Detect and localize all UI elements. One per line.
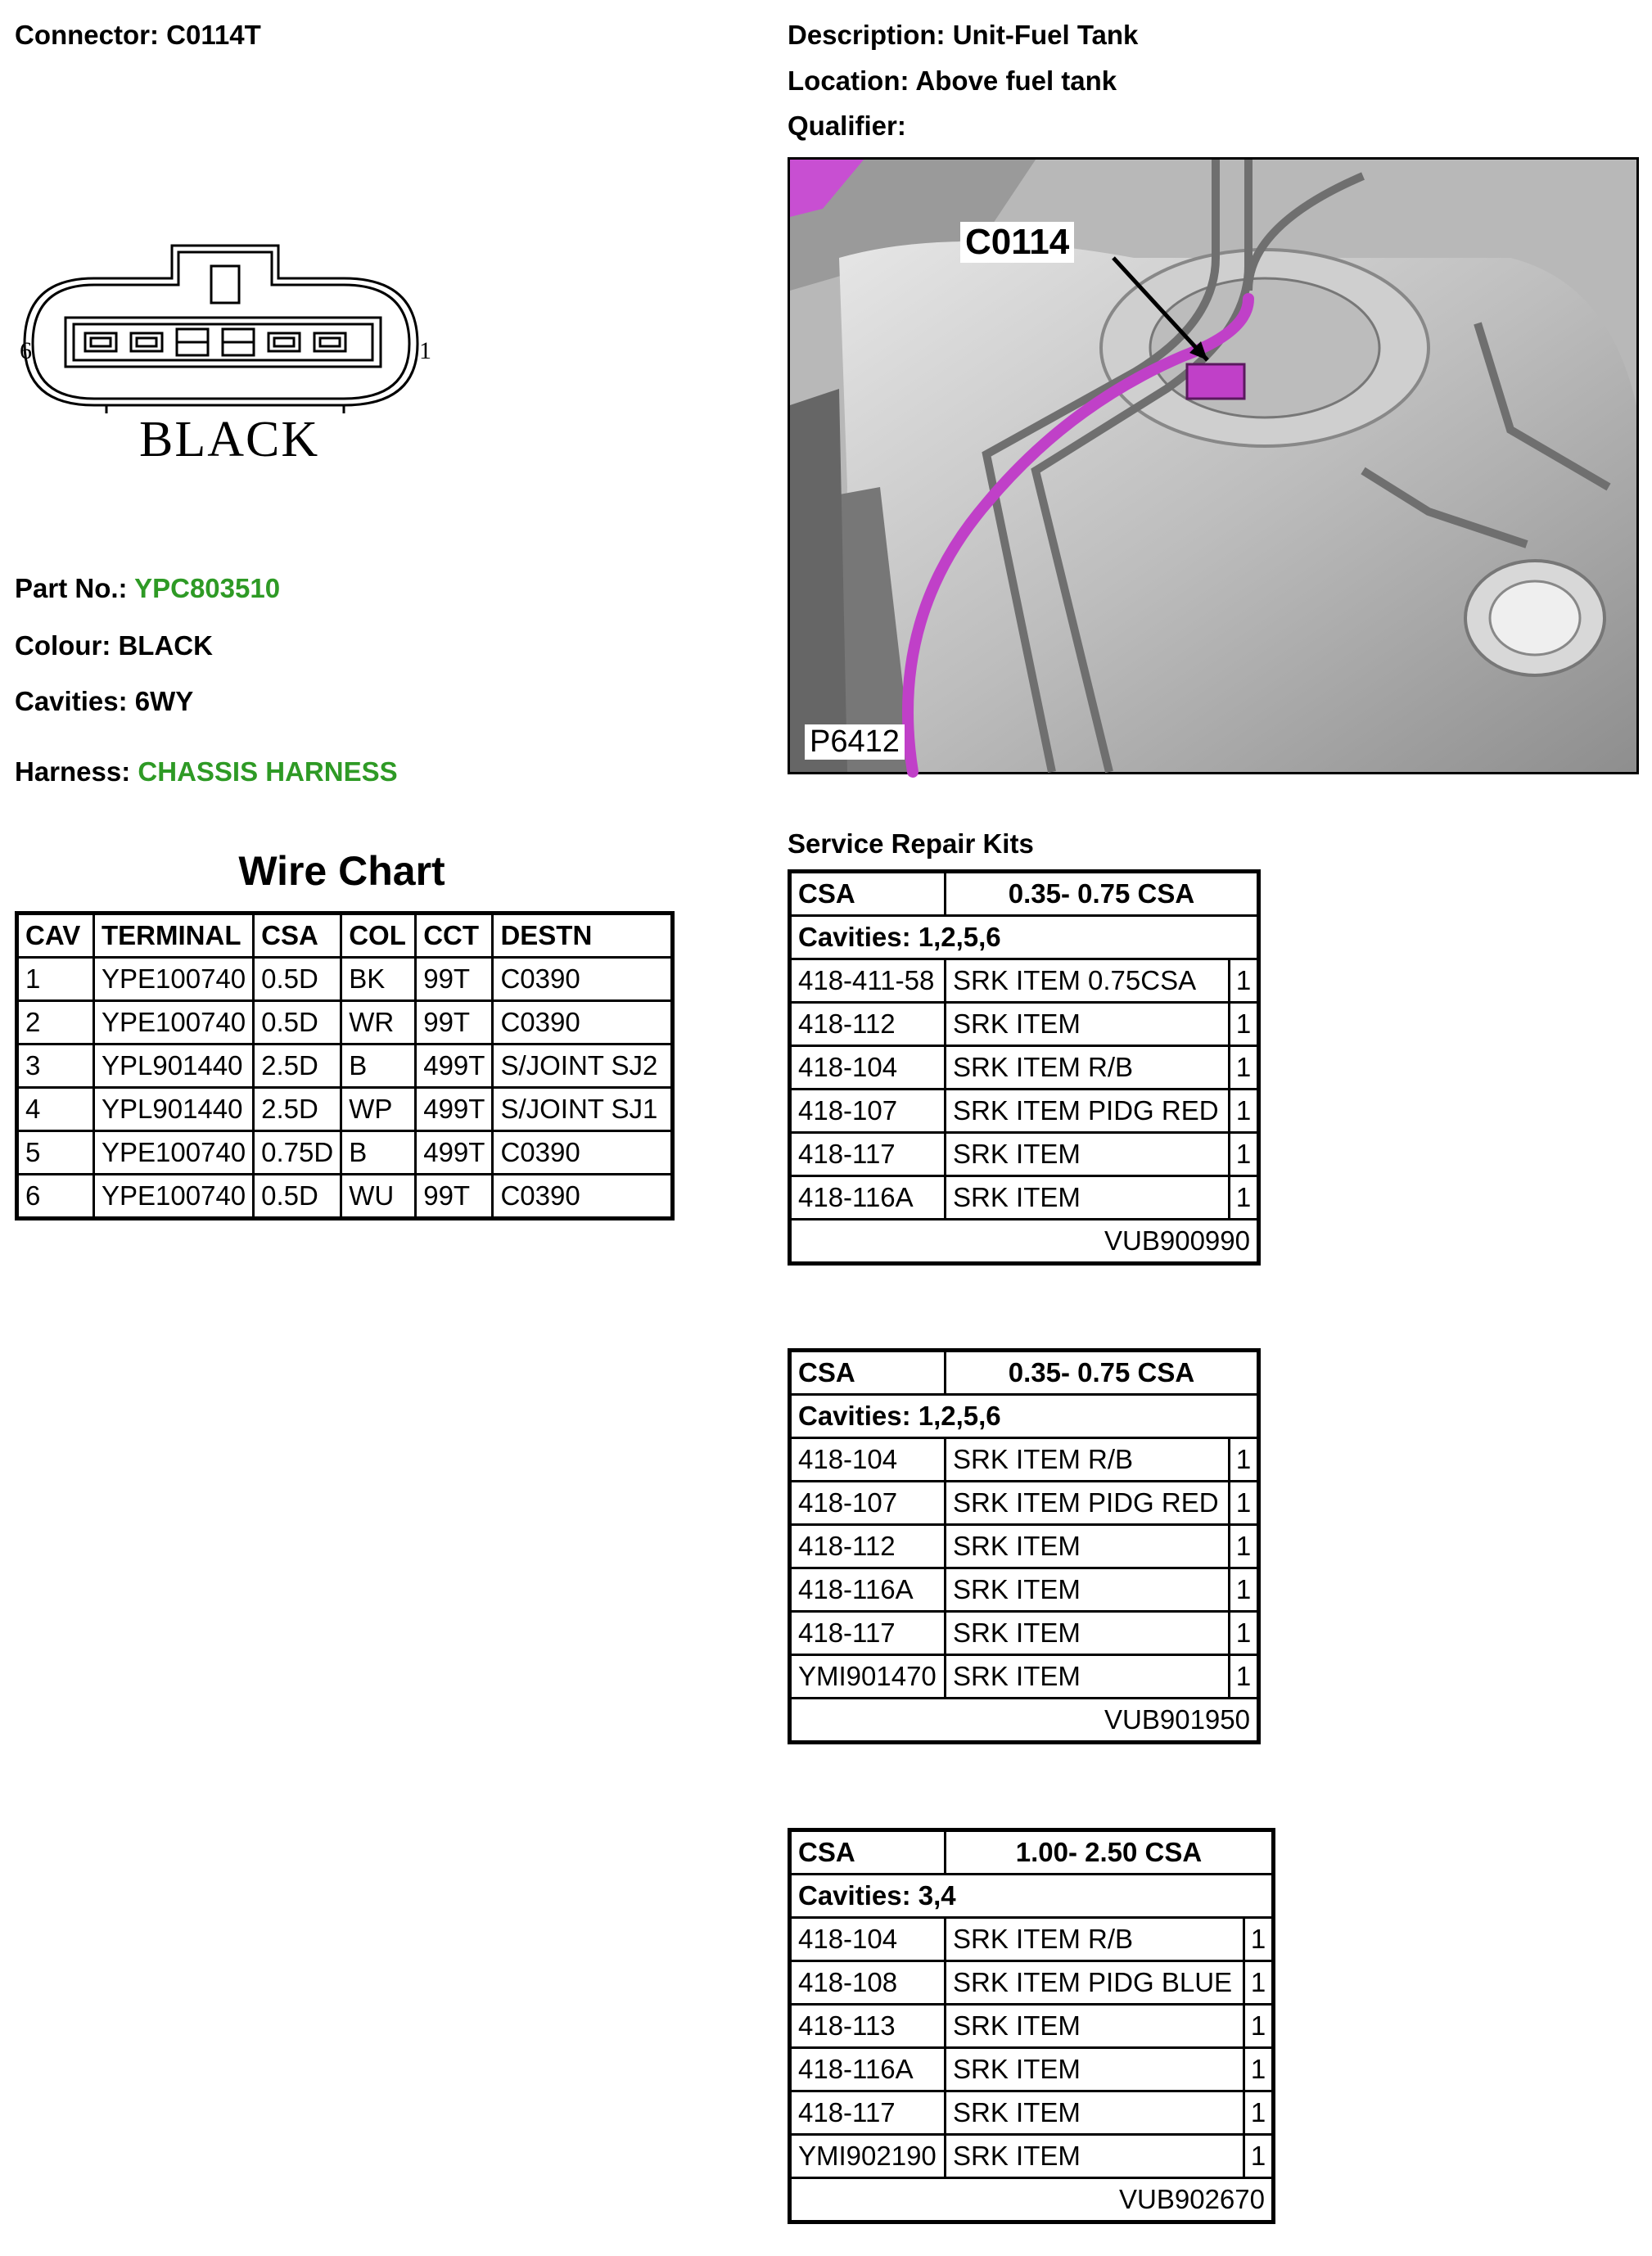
kit-item-part: 418-112 — [790, 1003, 946, 1046]
part-number: YPC803510 — [134, 573, 281, 603]
col-header: DESTN — [493, 914, 673, 958]
kit-csa-label: CSA — [790, 1351, 946, 1395]
pin-number-right: 1 — [419, 337, 431, 364]
cell: B — [341, 1131, 416, 1175]
description-label: Description: Unit-Fuel Tank — [788, 20, 1139, 50]
kit-item-desc: SRK ITEM — [946, 1655, 1230, 1699]
qualifier-label: Qualifier: — [788, 111, 906, 141]
cell: S/JOINT SJ1 — [493, 1088, 673, 1131]
table-row — [790, 2048, 1274, 2091]
table-row — [790, 1003, 1259, 1046]
kit-item-qty: 1 — [1244, 1918, 1274, 1961]
harness-name: CHASSIS HARNESS — [138, 756, 398, 787]
location-label: Location: Above fuel tank — [788, 65, 1117, 96]
table-row — [17, 1045, 673, 1088]
cell: 0.5D — [254, 1001, 341, 1045]
col-header: TERMINAL — [94, 914, 254, 958]
table-row — [790, 1525, 1259, 1568]
kit-item-qty: 1 — [1230, 1438, 1259, 1482]
cell: BK — [341, 958, 416, 1001]
col-header: CSA — [254, 914, 341, 958]
kit-item-desc: SRK ITEM R/B — [946, 1046, 1230, 1090]
part-number-prefix: Part No.: — [15, 573, 128, 603]
cell: 0.5D — [254, 958, 341, 1001]
kit-item-part: 418-117 — [790, 1612, 946, 1655]
cell: B — [341, 1045, 416, 1088]
kit-item-desc: SRK ITEM — [946, 1568, 1230, 1612]
kit-item-qty: 1 — [1230, 1090, 1259, 1133]
wire-chart-title: Wire Chart — [238, 848, 445, 894]
cell: 6 — [17, 1175, 94, 1219]
table-row — [790, 2135, 1274, 2178]
kit-item-part: 418-117 — [790, 2091, 946, 2135]
colour-label: Colour: BLACK — [15, 630, 213, 661]
kit-item-desc: SRK ITEM — [946, 1176, 1230, 1220]
kit-item-qty: 1 — [1244, 2135, 1274, 2178]
connector-colour-caption: BLACK — [139, 412, 320, 467]
kit-item-qty: 1 — [1230, 1003, 1259, 1046]
cavities-label: Cavities: 6WY — [15, 686, 194, 716]
kit-header-row — [790, 1830, 1274, 1875]
table-row — [17, 1088, 673, 1131]
kit-item-part: 418-104 — [790, 1438, 946, 1482]
wire-chart-header-row — [17, 914, 673, 958]
cell: 5 — [17, 1131, 94, 1175]
photo-callout-label: C0114 — [960, 222, 1074, 263]
table-row — [790, 2005, 1274, 2048]
kit-number: VUB900990 — [790, 1220, 1259, 1264]
kit-item-part: 418-112 — [790, 1525, 946, 1568]
kit-csa-range: 1.00- 2.50 CSA — [946, 1830, 1274, 1875]
table-row — [17, 1175, 673, 1219]
kit-item-desc: SRK ITEM PIDG RED — [946, 1090, 1230, 1133]
repair-kit-table — [788, 869, 1261, 1266]
col-header: CAV — [17, 914, 94, 958]
kit-cavities: Cavities: 3,4 — [790, 1875, 1274, 1918]
cell: 2 — [17, 1001, 94, 1045]
kit-item-qty: 1 — [1230, 1176, 1259, 1220]
cell: C0390 — [493, 958, 673, 1001]
cell: 499T — [416, 1045, 493, 1088]
kit-item-qty: 1 — [1244, 2091, 1274, 2135]
photo-reference-code: P6412 — [805, 724, 905, 760]
kit-item-part: YMI901470 — [790, 1655, 946, 1699]
kit-item-qty: 1 — [1244, 1961, 1274, 2005]
cell: YPL901440 — [94, 1045, 254, 1088]
kit-item-part: 418-411-58 — [790, 959, 946, 1003]
cell: C0390 — [493, 1001, 673, 1045]
kit-item-qty: 1 — [1244, 2005, 1274, 2048]
kit-item-qty: 1 — [1230, 1612, 1259, 1655]
cell: 0.5D — [254, 1175, 341, 1219]
kit-item-desc: SRK ITEM — [946, 2091, 1244, 2135]
part-number-row — [15, 573, 280, 604]
kit-item-desc: SRK ITEM — [946, 1003, 1230, 1046]
kit-item-part: 418-104 — [790, 1046, 946, 1090]
kit-header-row — [790, 1351, 1259, 1395]
kit-number-row — [790, 2178, 1274, 2222]
kit-cavities-row — [790, 1875, 1274, 1918]
kit-item-desc: SRK ITEM — [946, 2005, 1244, 2048]
table-row — [790, 1612, 1259, 1655]
cell: 1 — [17, 958, 94, 1001]
kit-csa-label: CSA — [790, 872, 946, 916]
cell: WU — [341, 1175, 416, 1219]
table-row — [790, 2091, 1274, 2135]
kit-item-qty: 1 — [1230, 959, 1259, 1003]
col-header: COL — [341, 914, 416, 958]
kit-item-part: YMI902190 — [790, 2135, 946, 2178]
table-row — [790, 1090, 1259, 1133]
table-row — [17, 1001, 673, 1045]
fuel-tank-illustration — [790, 160, 1636, 772]
cell: YPE100740 — [94, 958, 254, 1001]
cell: YPL901440 — [94, 1088, 254, 1131]
kit-item-desc: SRK ITEM — [946, 2048, 1244, 2091]
kit-item-part: 418-107 — [790, 1482, 946, 1525]
kit-header-row — [790, 872, 1259, 916]
table-row — [790, 959, 1259, 1003]
kit-cavities-row — [790, 1395, 1259, 1438]
kit-item-part: 418-108 — [790, 1961, 946, 2005]
kit-item-desc: SRK ITEM — [946, 1525, 1230, 1568]
kit-item-desc: SRK ITEM R/B — [946, 1438, 1230, 1482]
cell: YPE100740 — [94, 1175, 254, 1219]
kit-number: VUB902670 — [790, 2178, 1274, 2222]
kit-item-part: 418-116A — [790, 2048, 946, 2091]
col-header: CCT — [416, 914, 493, 958]
cell: 4 — [17, 1088, 94, 1131]
cell: 99T — [416, 958, 493, 1001]
kit-item-qty: 1 — [1230, 1568, 1259, 1612]
kit-item-qty: 1 — [1230, 1046, 1259, 1090]
kit-item-part: 418-116A — [790, 1568, 946, 1612]
table-row — [790, 1568, 1259, 1612]
pin-number-left: 6 — [20, 337, 32, 364]
table-row — [17, 958, 673, 1001]
cell: 2.5D — [254, 1088, 341, 1131]
kit-cavities: Cavities: 1,2,5,6 — [790, 916, 1259, 959]
cell: 499T — [416, 1088, 493, 1131]
kit-item-desc: SRK ITEM R/B — [946, 1918, 1244, 1961]
cell: 2.5D — [254, 1045, 341, 1088]
cell: YPE100740 — [94, 1001, 254, 1045]
location-photo — [788, 157, 1639, 774]
cell: 0.75D — [254, 1131, 341, 1175]
kit-csa-range: 0.35- 0.75 CSA — [946, 872, 1259, 916]
kit-csa-range: 0.35- 0.75 CSA — [946, 1351, 1259, 1395]
kit-csa-label: CSA — [790, 1830, 946, 1875]
harness-prefix: Harness: — [15, 756, 131, 787]
kit-item-desc: SRK ITEM PIDG RED — [946, 1482, 1230, 1525]
cell: 99T — [416, 1001, 493, 1045]
kit-item-qty: 1 — [1230, 1655, 1259, 1699]
service-repair-kits-title: Service Repair Kits — [788, 828, 1034, 859]
cell: S/JOINT SJ2 — [493, 1045, 673, 1088]
table-row — [790, 1961, 1274, 2005]
cell: C0390 — [493, 1175, 673, 1219]
table-row — [790, 1046, 1259, 1090]
cell: 3 — [17, 1045, 94, 1088]
kit-item-part: 418-107 — [790, 1090, 946, 1133]
cell: 99T — [416, 1175, 493, 1219]
kit-item-desc: SRK ITEM — [946, 1612, 1230, 1655]
kit-number-row — [790, 1699, 1259, 1743]
kit-item-desc: SRK ITEM — [946, 1133, 1230, 1176]
repair-kit-table — [788, 1348, 1261, 1744]
table-row — [17, 1131, 673, 1175]
table-row — [790, 1438, 1259, 1482]
table-row — [790, 1133, 1259, 1176]
kit-item-desc: SRK ITEM PIDG BLUE — [946, 1961, 1244, 2005]
wire-chart-table — [15, 911, 675, 1220]
kit-item-qty: 1 — [1230, 1482, 1259, 1525]
table-row — [790, 1482, 1259, 1525]
cell: WP — [341, 1088, 416, 1131]
connector-label: Connector: C0114T — [15, 20, 261, 50]
table-row — [790, 1655, 1259, 1699]
kit-item-desc: SRK ITEM 0.75CSA — [946, 959, 1230, 1003]
kit-item-part: 418-113 — [790, 2005, 946, 2048]
kit-number: VUB901950 — [790, 1699, 1259, 1743]
kit-item-part: 418-117 — [790, 1133, 946, 1176]
table-row — [790, 1176, 1259, 1220]
repair-kit-table — [788, 1828, 1275, 2224]
harness-row — [15, 756, 398, 787]
kit-cavities: Cavities: 1,2,5,6 — [790, 1395, 1259, 1438]
kit-item-desc: SRK ITEM — [946, 2135, 1244, 2178]
kit-item-qty: 1 — [1244, 2048, 1274, 2091]
kit-item-part: 418-116A — [790, 1176, 946, 1220]
kit-item-qty: 1 — [1230, 1525, 1259, 1568]
kit-cavities-row — [790, 916, 1259, 959]
cell: YPE100740 — [94, 1131, 254, 1175]
kit-item-qty: 1 — [1230, 1133, 1259, 1176]
cell: WR — [341, 1001, 416, 1045]
cell: C0390 — [493, 1131, 673, 1175]
kit-item-part: 418-104 — [790, 1918, 946, 1961]
cell: 499T — [416, 1131, 493, 1175]
table-row — [790, 1918, 1274, 1961]
kit-number-row — [790, 1220, 1259, 1264]
